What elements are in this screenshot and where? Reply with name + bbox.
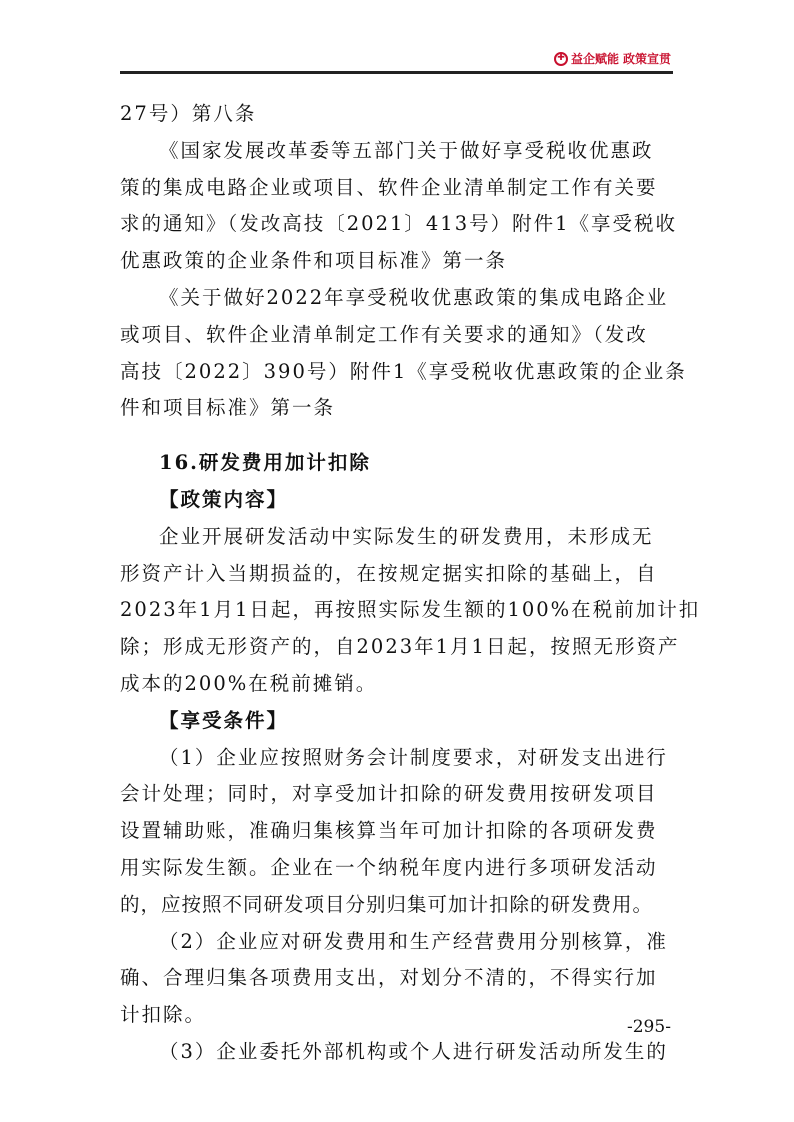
spacer <box>120 427 680 445</box>
text-line: 件和项目标准》第一条 <box>120 396 336 420</box>
circle-logo-icon: ✚ <box>554 52 568 66</box>
document-body <box>120 96 701 1071</box>
text-line: （2）企业应对研发费用和生产经营费用分别核算，准 <box>159 929 668 953</box>
text-line: 企业开展研发活动中实际发生的研发费用，未形成无 <box>159 524 654 548</box>
text-line: 《国家发展改革委等五部门关于做好享受税收优惠政 <box>159 138 654 162</box>
text-line: 或项目、软件企业清单制定工作有关要求的通知》（发改 <box>120 322 648 346</box>
text-line: 求的通知》（发改高技〔2021〕413号）附件1《享受税收 <box>120 212 678 236</box>
text-line: 设置辅助账，准确归集核算当年可加计扣除的各项研发费 <box>120 819 658 843</box>
text-line: 高技〔2022〕390号）附件1《享受税收优惠政策的企业条 <box>120 359 687 383</box>
header-logo <box>554 50 671 67</box>
brand-subtitle: 政策宣贯 <box>622 52 671 66</box>
brand-name: 益企赋能 <box>570 52 619 66</box>
subsection-heading: 【享受条件】 <box>159 708 289 732</box>
header-rule <box>120 71 673 74</box>
text-line: （3）企业委托外部机构或个人进行研发活动所发生的 <box>159 1039 668 1063</box>
text-line: 27号）第八条 <box>120 102 257 125</box>
page-number: -295- <box>627 1017 671 1037</box>
text-line: 优惠政策的企业条件和项目标准》第一条 <box>120 249 508 273</box>
text-line: 用实际发生额。企业在一个纳税年度内进行多项研发活动 <box>120 855 658 879</box>
text-line: 成本的200%在税前摊销。 <box>120 671 378 695</box>
text-line: 除；形成无形资产的，自2023年1月1日起，按照无形资产 <box>120 635 680 659</box>
subsection-heading: 【政策内容】 <box>159 487 289 511</box>
text-line: 2023年1月1日起，再按照实际发生额的100%在税前加计扣 <box>120 598 701 622</box>
section-heading: 16.研发费用加计扣除 <box>159 451 371 475</box>
text-line: （1）企业应按照财务会计制度要求，对研发支出进行 <box>159 745 668 769</box>
text-line: 的，应按照不同研发项目分别归集可加计扣除的研发费用。 <box>120 892 654 916</box>
text-line: 确、合理归集各项费用支出，对划分不清的，不得实行加 <box>120 966 658 990</box>
text-line: 会计处理；同时，对享受加计扣除的研发费用按研发项目 <box>120 782 658 806</box>
text-line: 形资产计入当期损益的，在按规定据实扣除的基础上，自 <box>120 561 658 585</box>
text-line: 策的集成电路企业或项目、软件企业清单制定工作有关要 <box>120 175 658 199</box>
text-line: 《关于做好2022年享受税收优惠政策的集成电路企业 <box>159 285 669 309</box>
text-line: 计扣除。 <box>120 1003 207 1027</box>
page-header <box>120 40 673 74</box>
